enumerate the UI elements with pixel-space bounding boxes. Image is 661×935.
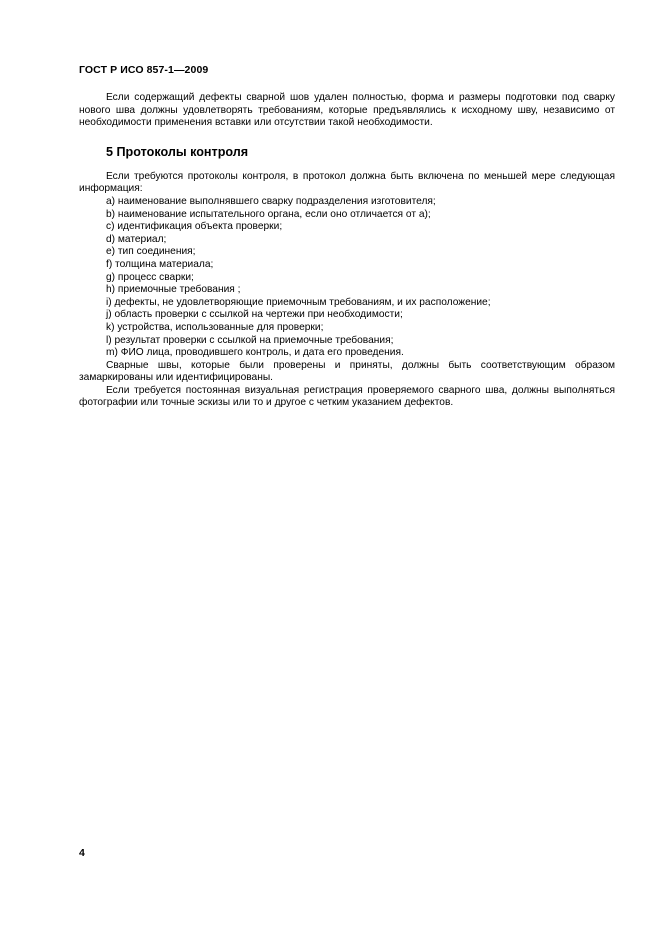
list-item: f) толщина материала;	[106, 258, 214, 270]
page-number: 4	[79, 847, 85, 859]
list-item: g) процесс сварки;	[106, 271, 194, 283]
list-item: c) идентификация объекта проверки;	[106, 221, 283, 233]
list-item: m) ФИО лица, проводившего контроль, и дата его проведения.	[106, 347, 404, 359]
list-item: h) приемочные требования ;	[106, 284, 241, 296]
list-item: l) результат проверки с ссылкой на приемочные требования;	[106, 334, 394, 346]
intro-paragraph: Если содержащий дефекты сварной шов удален полностью, форма и размеры подготовки под сварку нового шва должны удовлетворять требованиям, которые предъявлялись к исходному шву, независимо от необходимости применения вставки или отсутствии такой необходимости.	[79, 92, 615, 129]
list-item: i) дефекты, не удовлетворяющие приемочным требованиям, и их расположение;	[106, 296, 491, 308]
list-item: b) наименование испытательного органа, если оно отличается от a);	[106, 208, 431, 220]
section-intro-paragraph: Если требуются протоколы контроля, в протокол должна быть включена по меньшей мере следующая информация:	[79, 170, 615, 195]
list-item: j) область проверки с ссылкой на чертежи при необходимости;	[106, 309, 403, 321]
page-content	[79, 92, 615, 410]
photo-paragraph: Если требуется постоянная визуальная регистрация проверяемого сварного шва, должны выполняться фотографии или точные эскизы или то и другое с четким указанием дефектов.	[79, 384, 615, 409]
marking-paragraph: Сварные швы, которые были проверены и приняты, должны быть соответствующим образом замаркированы или идентифицированы.	[79, 359, 615, 384]
list-item: d) материал;	[106, 233, 167, 245]
list-item: k) устройства, использованные для проверки;	[106, 321, 324, 333]
list-item: e) тип соединения;	[106, 246, 196, 258]
list-item: a) наименование выполнявшего сварку подразделения изготовителя;	[106, 195, 436, 207]
section-title: 5 Протоколы контроля	[106, 144, 249, 159]
report-items-list	[79, 196, 615, 360]
page-header-doc-id: ГОСТ Р ИСО 857-1—2009	[79, 64, 209, 76]
